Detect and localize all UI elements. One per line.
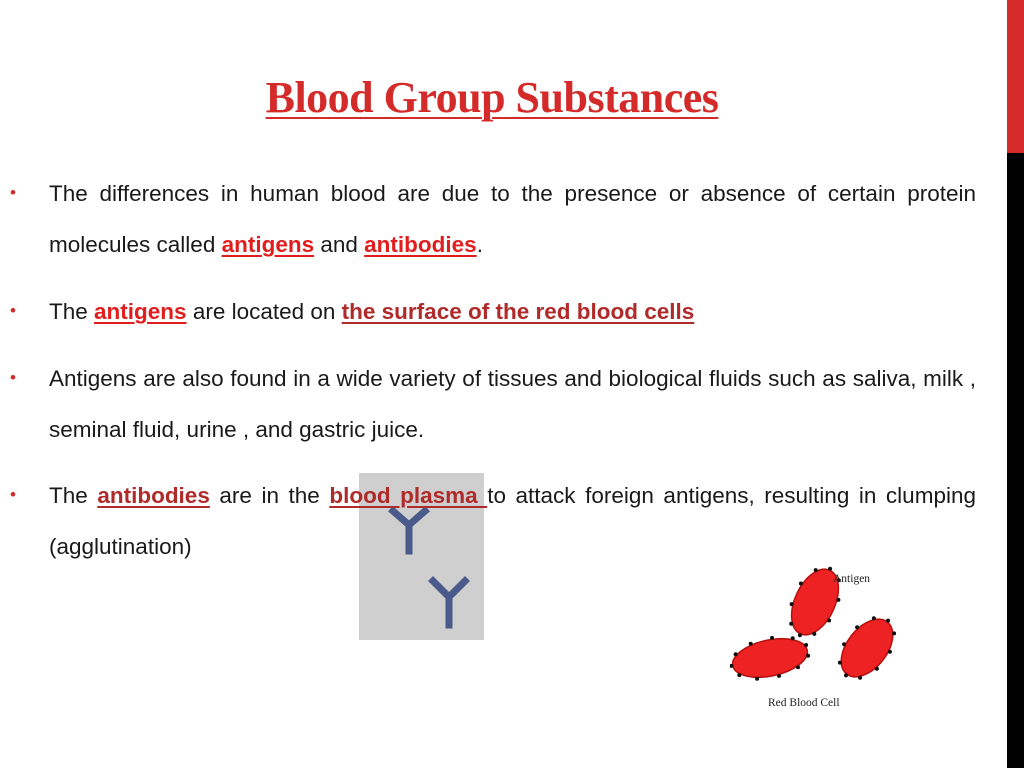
antigen-dot xyxy=(791,636,795,640)
red-blood-cell xyxy=(730,632,811,683)
text-run: . xyxy=(476,232,483,257)
antigen-dot xyxy=(812,632,816,636)
antigen-dot xyxy=(798,633,802,637)
antigen-dot xyxy=(789,622,793,626)
antigen-dot xyxy=(790,602,794,606)
slide-edge-accent xyxy=(1007,0,1024,153)
red-blood-cell xyxy=(831,610,903,687)
text-run: and xyxy=(314,232,365,257)
antigen-label: Antigen xyxy=(833,573,871,585)
antigen-dot xyxy=(842,642,846,646)
slide-title: Blood Group Substances xyxy=(265,73,719,122)
bullet-dot-icon: • xyxy=(10,368,16,387)
antigen-dot xyxy=(799,582,803,586)
text-run: The differences in human blood are due to the presence or absence of certain protein molecules called xyxy=(49,181,976,257)
keyword-antigens[interactable]: antigens xyxy=(221,232,315,257)
antigen-dot xyxy=(838,661,842,665)
text-run: Antigens are also found in a wide variety of tissues and biological fluids such as saliva, milk , seminal fluid, urine , and gastric juice. xyxy=(49,366,976,442)
antigen-dot xyxy=(872,616,876,620)
antigen-dot xyxy=(734,652,738,656)
antigen-dot xyxy=(828,567,832,571)
keyword-antibodies[interactable]: antibodies xyxy=(364,232,477,257)
antigen-dot xyxy=(777,674,781,678)
antigen-dot xyxy=(806,654,810,658)
antigen-dot xyxy=(749,642,753,646)
red-blood-cell-label: Red Blood Cell xyxy=(768,697,840,709)
bullet-text xyxy=(49,286,976,337)
antigen-dot xyxy=(858,676,862,680)
text-run: The xyxy=(49,299,95,324)
text-run: to attack foreign antigens, resulting in clumping (agglutination) xyxy=(49,483,976,559)
antigen-dot xyxy=(827,619,831,623)
antigen-dot xyxy=(886,619,890,623)
antigen-dot xyxy=(836,598,840,602)
bullet-dot-icon: • xyxy=(10,485,16,504)
bullet-text xyxy=(49,353,976,455)
antigen-dot xyxy=(875,667,879,671)
bullet-dot-icon: • xyxy=(10,301,16,320)
antigen-dot xyxy=(892,631,896,635)
antigen-dot xyxy=(855,625,859,629)
text-run: The xyxy=(49,483,98,508)
keyword-rbc-surface[interactable]: the surface of the red blood cells xyxy=(341,299,695,324)
antibody-y-icon xyxy=(433,581,465,625)
antigen-dot xyxy=(737,673,741,677)
keyword-antigens[interactable]: antigens xyxy=(94,299,187,324)
text-run: are in the xyxy=(209,483,330,508)
keyword-blood-plasma[interactable]: blood plasma xyxy=(329,483,488,508)
antigen-dot xyxy=(888,650,892,654)
bullet-dot-icon: • xyxy=(10,183,16,202)
antigen-dot xyxy=(796,665,800,669)
antigen-dot xyxy=(804,643,808,647)
keyword-antibodies[interactable]: antibodies xyxy=(97,483,210,508)
text-run: are located on xyxy=(186,299,342,324)
antigen-dot xyxy=(755,677,759,681)
rbc-diagram xyxy=(730,560,920,720)
rbc-diagram-svg xyxy=(730,560,920,720)
antigen-dot xyxy=(844,673,848,677)
antigen-dot xyxy=(770,636,774,640)
antigen-dot xyxy=(814,568,818,572)
bullet-text xyxy=(49,470,976,572)
bullet-text xyxy=(49,168,976,270)
